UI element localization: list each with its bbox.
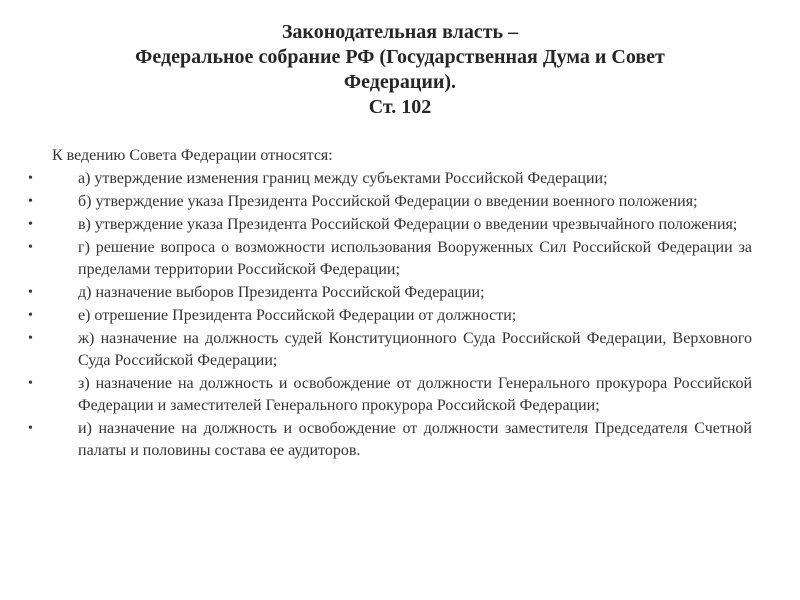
list-item xyxy=(28,237,752,281)
list-item-text: д) назначение выборов Президента Российской Федерации; xyxy=(78,284,485,301)
bullet-icon: • xyxy=(28,421,33,436)
list-item-text: ж) назначение на должность судей Конституционного Суда Российской Федерации, Верховного Суда Российской Федерации; xyxy=(78,330,752,369)
list-item-text: и) назначение на должность и освобождение от должности заместителя Председателя Счетной палаты и половины состава ее аудиторов. xyxy=(78,420,752,459)
bullet-icon: • xyxy=(28,285,33,300)
title-line-2: Федеральное собрание РФ (Государственная Дума и Совет xyxy=(135,46,665,68)
bullet-icon: • xyxy=(28,240,33,255)
bullet-icon: • xyxy=(28,171,33,186)
title-line-3: Федерации). xyxy=(343,71,457,93)
bullet-icon: • xyxy=(28,308,33,323)
slide-title xyxy=(60,20,740,120)
list-item xyxy=(28,191,752,213)
title-line-1: Законодательная власть – xyxy=(281,21,519,43)
list-item-text: б) утверждение указа Президента Российской Федерации о введении военного положения; xyxy=(78,193,698,210)
list-item-text: а) утверждение изменения границ между субъектами Российской Федерации; xyxy=(78,170,608,187)
bullet-icon: • xyxy=(28,194,33,209)
list-item-text: г) решение вопроса о возможности использования Вооруженных Сил Российской Федерации за пределами территории Российской Федерации; xyxy=(78,239,752,278)
list-item xyxy=(28,214,752,236)
slide-body xyxy=(28,145,752,463)
bullet-icon: • xyxy=(28,331,33,346)
list-item xyxy=(28,305,752,327)
bullet-icon: • xyxy=(28,376,33,391)
intro-text: К ведению Совета Федерации относятся: xyxy=(52,147,333,164)
list-item xyxy=(28,418,752,462)
list-item xyxy=(28,328,752,372)
powers-list xyxy=(28,168,752,462)
list-item-text: з) назначение на должность и освобождение от должности Генерального прокурора Российской Федерации и заместителей Генерального прокурора Российской Федерации; xyxy=(78,375,752,414)
list-item xyxy=(28,168,752,190)
list-item-text: в) утверждение указа Президента Российской Федерации о введении чрезвычайного положения; xyxy=(78,216,738,233)
list-item xyxy=(28,282,752,304)
bullet-icon: • xyxy=(28,217,33,232)
title-line-4: Ст. 102 xyxy=(368,96,432,118)
list-item-text: е) отрешение Президента Российской Федерации от должности; xyxy=(78,307,517,324)
list-item xyxy=(28,373,752,417)
